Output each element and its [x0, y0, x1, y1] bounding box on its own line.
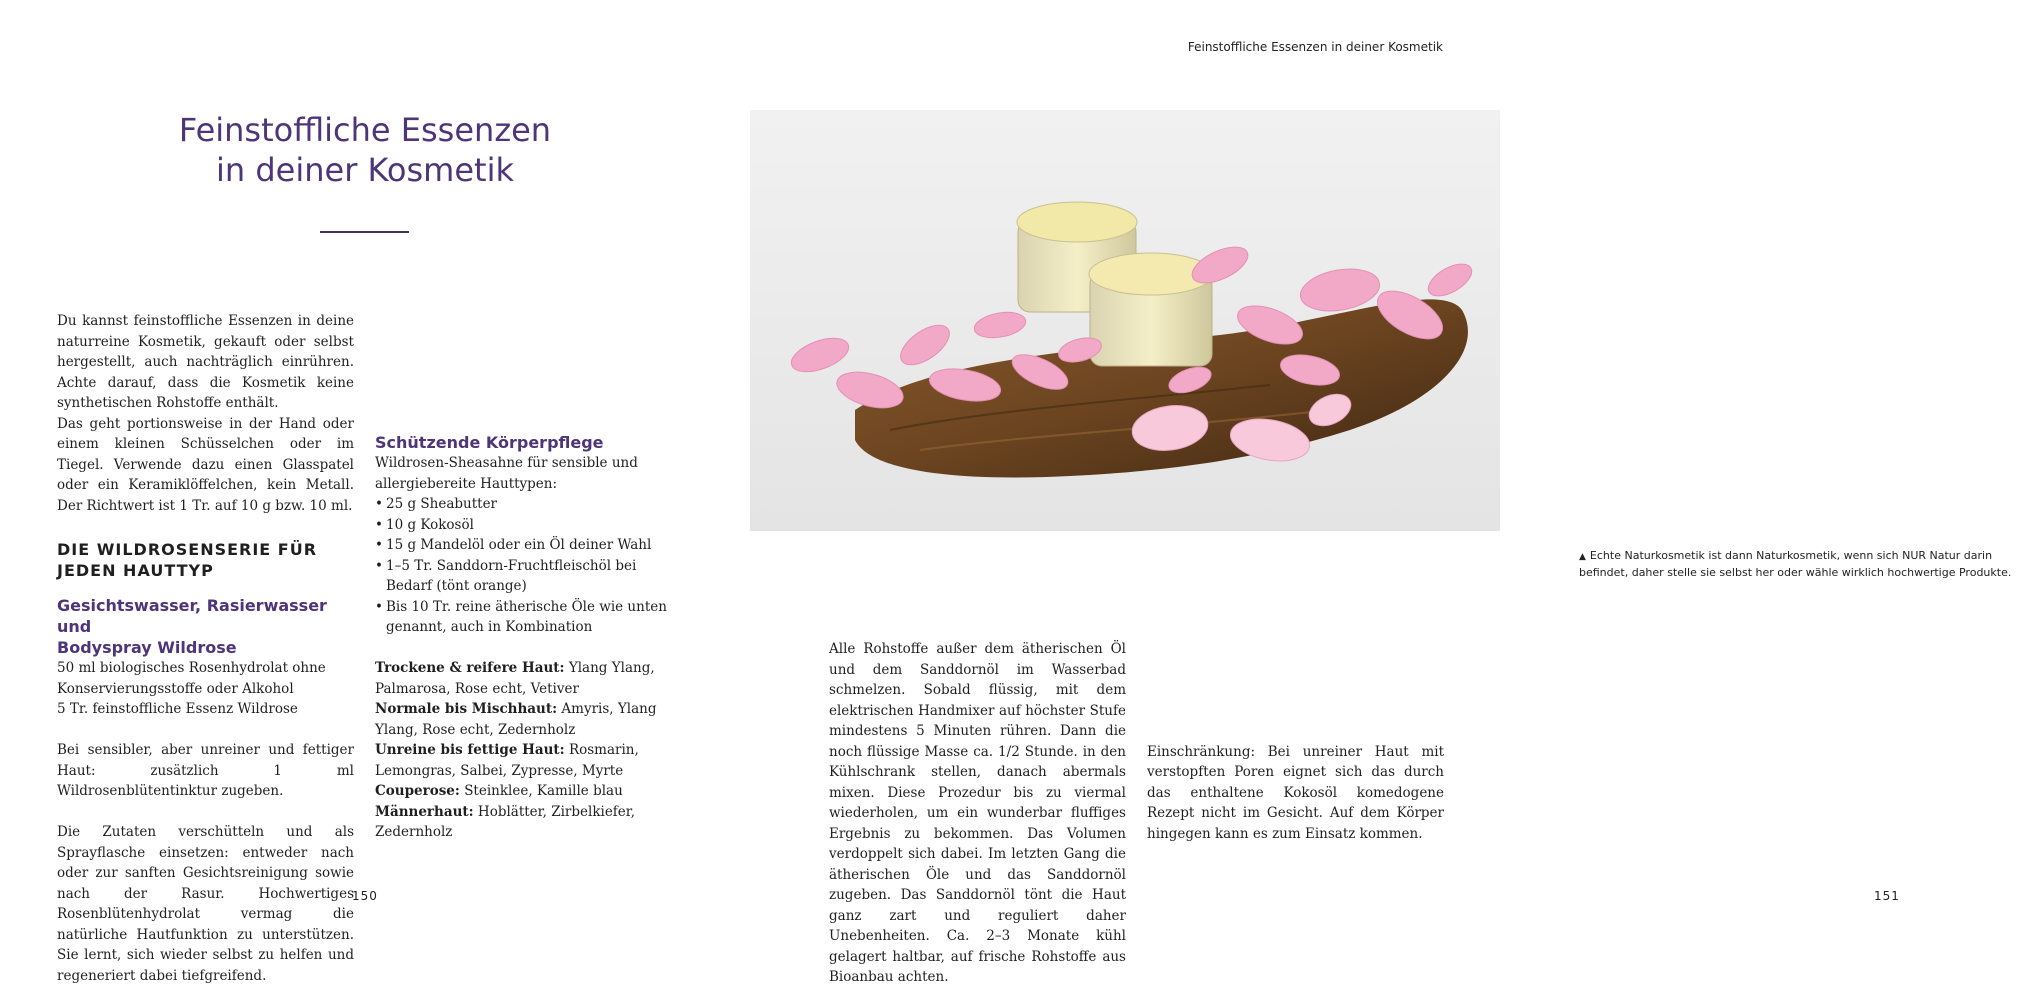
skin-type-label: Couperose: — [375, 783, 460, 799]
skin-type-oils: Ylang Ylang, Palmarosa, Rose echt, Vetiver — [375, 660, 655, 697]
skin-type-oils: Rosmarin, Lemongras, Salbei, Zypresse, Myrte — [375, 742, 639, 779]
skin-type-label: Trockene & reifere Haut: — [375, 660, 565, 676]
list-item: • Bis 10 Tr. reine ätherische Öle wie unten genannt, auch in Kombination — [375, 597, 672, 638]
title-divider — [320, 231, 409, 233]
running-header: Feinstoffliche Essenzen in deiner Kosmetik — [1187, 40, 1443, 54]
skin-type-men — [375, 802, 672, 843]
right-column-1 — [829, 639, 1126, 988]
usage-note-continued — [375, 311, 672, 414]
recipe-1-ingredient-1: 50 ml biologisches Rosenhydrolat ohne Konservierungsstoffe oder Alkohol — [57, 660, 326, 697]
list-item: • 1–5 Tr. Sanddorn-Fruchtfleischöl bei Bedarf (tönt orange) — [375, 556, 672, 597]
triangle-icon: ▲ — [1579, 552, 1586, 562]
left-column-2 — [375, 311, 672, 843]
product-photo — [750, 110, 1500, 531]
skin-type-label: Normale bis Mischhaut: — [375, 701, 558, 717]
recipe-1-heading-line-2: Bodyspray Wildrose — [57, 638, 237, 657]
ingredient-list — [375, 494, 672, 638]
left-column-1 — [57, 311, 354, 986]
chapter-title — [0, 110, 730, 190]
list-item: • 25 g Sheabutter — [375, 494, 672, 515]
skin-type-dry — [375, 658, 672, 699]
right-column-2 — [1147, 639, 1444, 844]
recipe-2-intro: Wildrosen-Sheasahne für sensible und allergiebereite Hauttypen: — [375, 455, 638, 492]
chapter-title-line-1: Feinstoffliche Essenzen — [178, 111, 552, 149]
recipe-1-heading-line-1: Gesichtswasser, Rasierwasser und — [57, 596, 327, 636]
page-number: 150 — [352, 889, 378, 903]
section-heading — [57, 539, 354, 581]
photo-caption — [1579, 548, 2039, 581]
restriction-note: Einschränkung: Bei unreiner Haut mit verstopften Poren eignet sich das durch das enthaltene Kokosöl komedogene Rezept nicht im Gesicht. Auf dem Körper hingegen kann es zum Einsatz kommen. — [1147, 743, 1444, 842]
photo-caption-text: Echte Naturkosmetik ist dann Naturkosmetik, wenn sich NUR Natur darin befindet, daher stelle sie selbst her oder wähle wirklich hochwertige Produkte. — [1579, 549, 2012, 579]
usage-note: Die Zutaten verschütteln und als Sprayflasche einsetzen: entweder nach oder zur sanften Gesichtsreinigung sowie nach der Rasur. Hochwertiges Rosenblütenhydrolat vermag die natürliche Hautfunktion zu unterstützen. Sie lernt, sich wieder selbst zu helfen und regeneriert dabei tiefgreifend. — [57, 824, 354, 984]
sensitive-skin-note: Bei sensibler, aber unreiner und fettiger Haut: zusätzlich 1 ml Wildrosenblütentinktur zugeben. — [57, 742, 354, 799]
skin-type-couperose — [375, 781, 672, 802]
intro-paragraph-1: Du kannst feinstoffliche Essenzen in deine naturreine Kosmetik, gekauft oder selbst hergestellt, auch nachträglich einrühren. Achte darauf, dass die Kosmetik keine synthetischen Rohstoffe enthält. — [57, 313, 354, 411]
list-item: • 15 g Mandelöl oder ein Öl deiner Wahl — [375, 535, 672, 556]
skin-type-label: Männerhaut: — [375, 803, 474, 820]
recipe-1-heading — [57, 595, 354, 658]
chapter-title-line-2: in deiner Kosmetik — [216, 151, 514, 189]
cream-jars-photo — [750, 110, 1500, 531]
intro-paragraph-2: Das geht portionsweise in der Hand oder einem kleinen Schüsselchen oder im Tiegel. Verwende dazu einen Glasspatel oder ein Keramiklöffelchen, kein Metall. Der Richtwert ist 1 Tr. auf 10 g bzw. 10 ml. — [57, 415, 354, 514]
skin-type-oily — [375, 740, 672, 781]
method-paragraph-continued — [1147, 639, 1444, 721]
recipe-1-ingredient-2: 5 Tr. feinstoffliche Essenz Wildrose — [57, 701, 298, 717]
skin-type-label: Unreine bis fettige Haut: — [375, 742, 565, 758]
skin-type-oils: Hoblätter, Zirbelkiefer, Zedernholz — [375, 803, 636, 840]
skin-type-normal — [375, 699, 672, 740]
section-heading-line-2: JEDEN HAUTTYP — [57, 561, 214, 580]
recipe-2-heading: Schützende Körperpflege — [375, 433, 604, 452]
section-heading-line-1: DIE WILDROSENSERIE FÜR — [57, 540, 318, 559]
skin-type-oils: Steinklee, Kamille blau — [464, 783, 623, 799]
left-page — [0, 0, 750, 984]
skin-type-oils: Amyris, Ylang Ylang, Rose echt, Zedernholz — [375, 701, 657, 738]
page-number: 151 — [1874, 889, 1900, 903]
list-item: • 10 g Kokosöl — [375, 515, 672, 536]
method-paragraph: Alle Rohstoffe außer dem ätherischen Öl und dem Sanddornöl im Wasserbad schmelzen. Sobald flüssig, mit dem elektrischen Handmixer auf höchster Stufe mindestens 5 Minuten rühren. Dann die noch flüssige Masse ca. 1/2 Stunde. in den Kühlschrank stellen, danach abermals mixen. Diese Prozedur bis zu viermal wiederholen, um ein wunderbar fluffiges Ergebnis zu bekommen. Das Volumen verdoppelt sich dabei. Im letzten Gang die ätherischen Öle und das Sanddornöl zugeben. Das Sanddornöl tönt die Haut ganz zart und reguliert daher Unebenheiten. Ca. 2–3 Monate kühl gelagert haltbar, auf frische Rohstoffe aus Bioanbau achten. — [829, 641, 1126, 985]
